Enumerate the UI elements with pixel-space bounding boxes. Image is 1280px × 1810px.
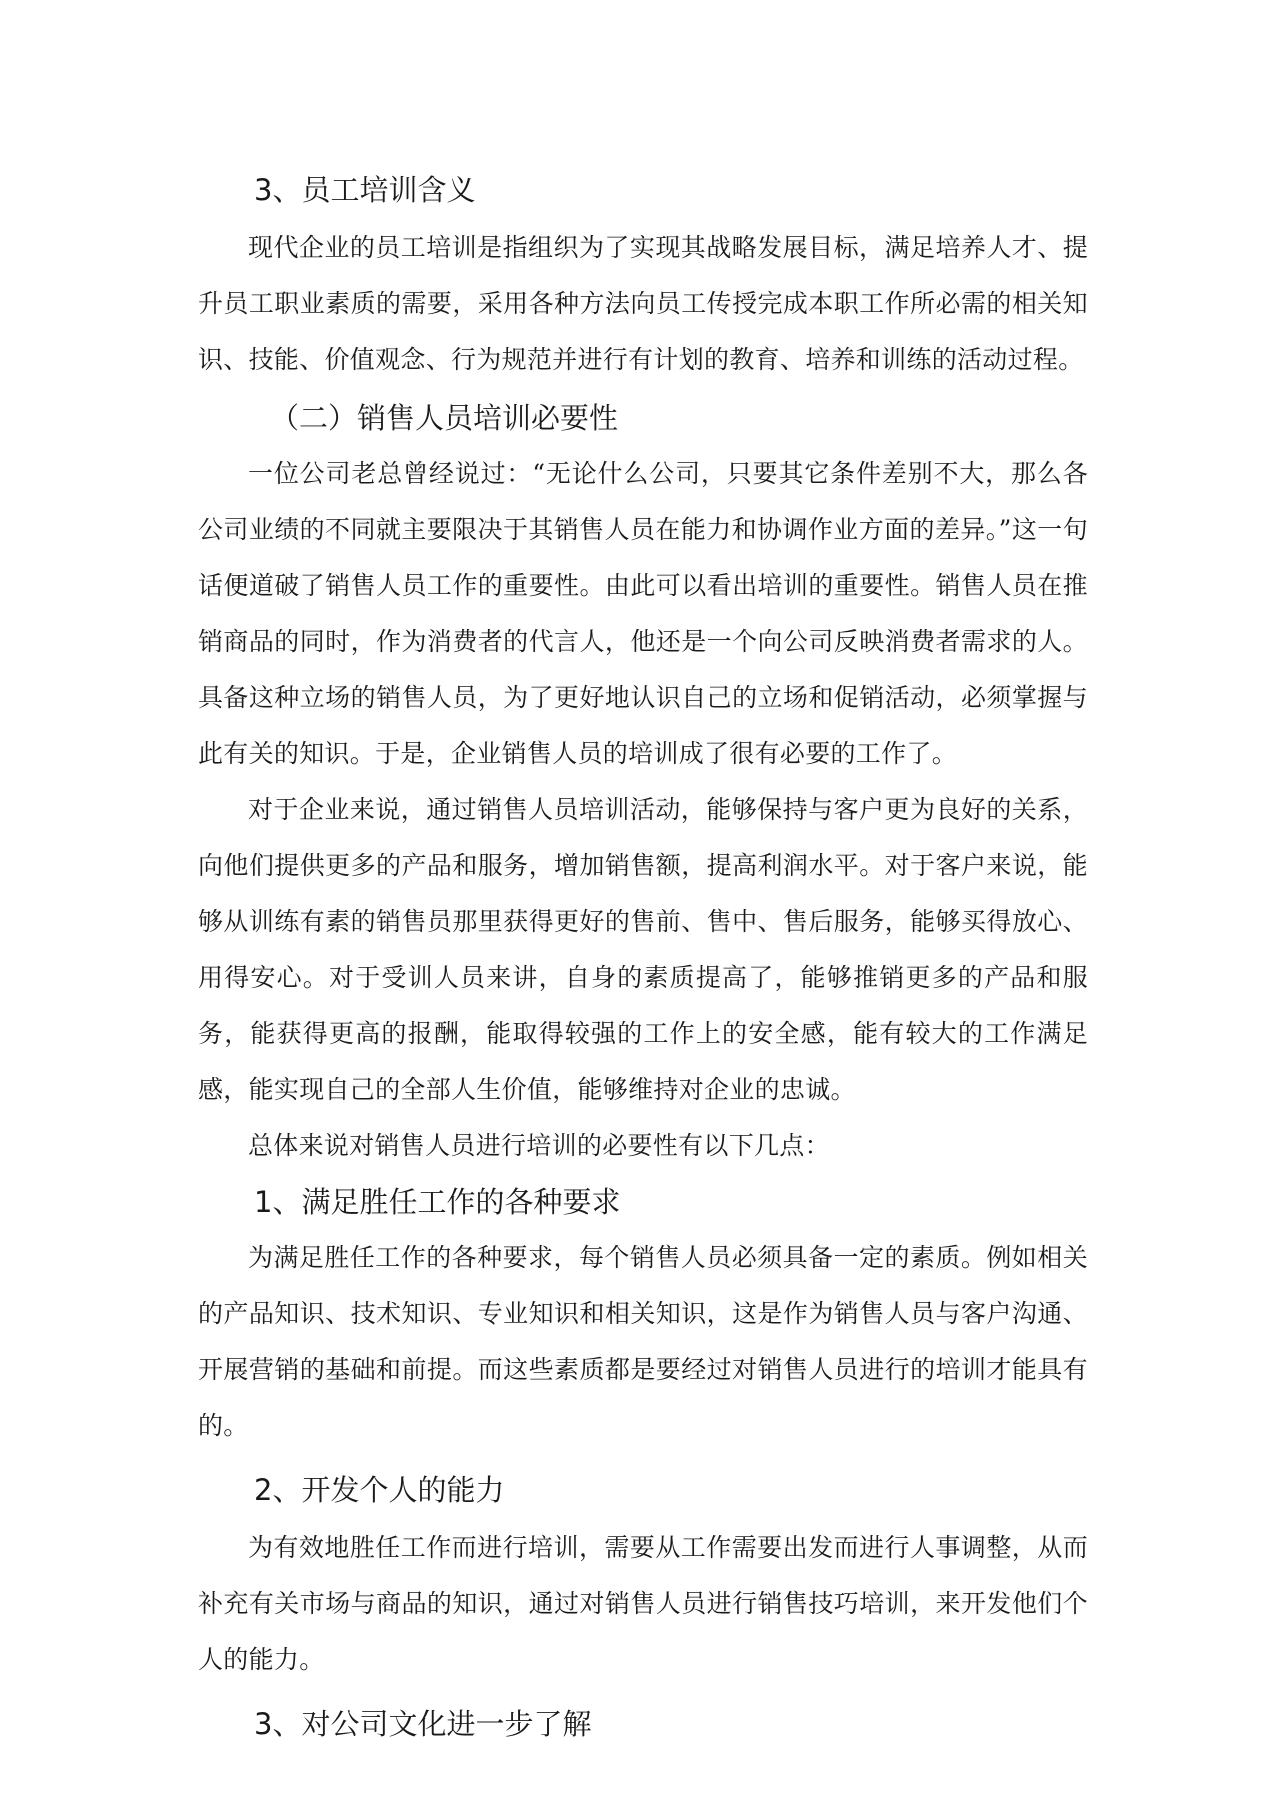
heading-meet-job-requirements: 1、满足胜任工作的各种要求	[254, 1185, 621, 1219]
paragraph-training-benefits: 对于企业来说，通过销售人员培训活动，能够保持与客户更为良好的关系，向他们提供更多的产品和服务，增加销售额，提高利润水平。对于客户来说，能够从训练有素的销售员那里获得更好的售前、售中、售后服务，能够买得放心、用得安心。对于受训人员来讲，自身的素质提高了，能够推销更多的产品和服务，能获得更高的报酬，能取得较强的工作上的安全感，能有较大的工作满足感，能实现自己的全部人生价值，能够维持对企业的忠诚。	[198, 795, 1088, 1104]
paragraph-develop-personal-ability: 为有效地胜任工作而进行培训，需要从工作需要出发而进行人事调整，从而补充有关市场与商品的知识，通过对销售人员进行销售技巧培训，来开发他们个人的能力。	[198, 1533, 1088, 1674]
paragraph-meet-job-requirements: 为满足胜任工作的各种要求，每个销售人员必须具备一定的素质。例如相关的产品知识、技术知识、专业知识和相关知识，这是作为销售人员与客户沟通、开展营销的基础和前提。而这些素质都是要经过对销售人员进行的培训才能具有的。	[198, 1243, 1088, 1440]
heading-training-meaning: 3、员工培训含义	[254, 173, 476, 207]
document-page	[198, 168, 1088, 1746]
paragraph-training-meaning: 现代企业的员工培训是指组织为了实现其战略发展目标，满足培养人才、提升员工职业素质的需要，采用各种方法向员工传授完成本职工作所必需的相关知识、技能、价值观念、行为规范并进行有计划的教育、培养和训练的活动过程。	[198, 233, 1088, 374]
paragraph-ceo-quote: 一位公司老总曾经说过：“无论什么公司，只要其它条件差别不大，那么各公司业绩的不同就主要限决于其销售人员在能力和协调作业方面的差异。”这一句话便道破了销售人员工作的重要性。由此可以看出培训的重要性。销售人员在推销商品的同时，作为消费者的代言人，他还是一个向公司反映消费者需求的人。具备这种立场的销售人员，为了更好地认识自己的立场和促销活动，必须掌握与此有关的知识。于是，企业销售人员的培训成了很有必要的工作了。	[198, 459, 1088, 768]
paragraph-summary: 总体来说对销售人员进行培训的必要性有以下几点：	[248, 1131, 830, 1160]
heading-sales-training-necessity: （二）销售人员培训必要性	[270, 401, 619, 435]
heading-company-culture: 3、对公司文化进一步了解	[254, 1707, 592, 1741]
heading-develop-personal-ability: 2、开发个人的能力	[254, 1473, 505, 1507]
